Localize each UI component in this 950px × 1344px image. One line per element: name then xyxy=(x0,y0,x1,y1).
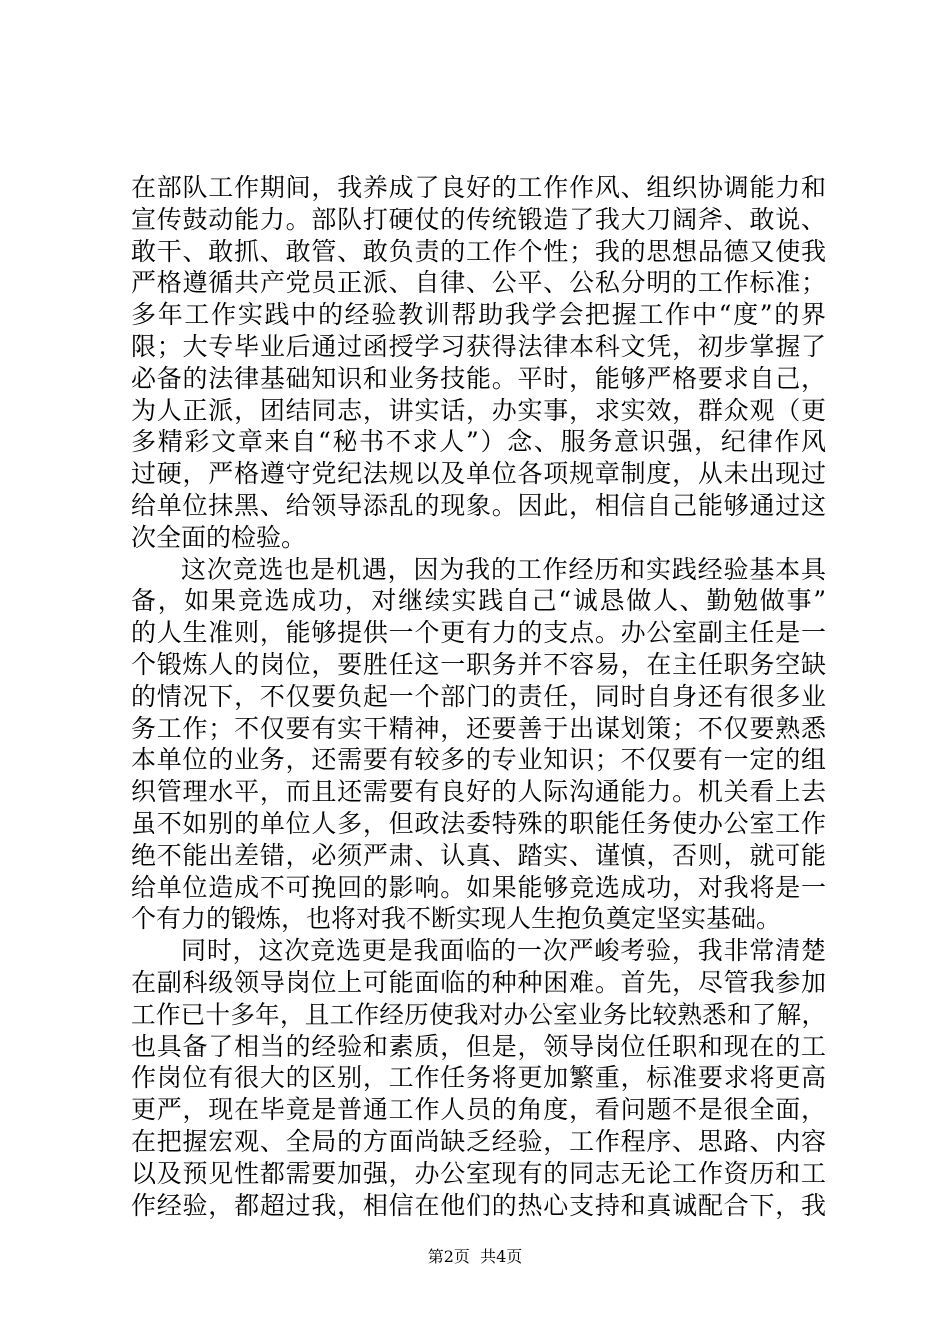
text-line: 限；大专毕业后通过函授学习获得法律本科文凭，初步掌握了 xyxy=(131,331,826,361)
text-line: 在副科级领导岗位上可能面临的种种困难。首先，尽管我参加 xyxy=(131,967,826,997)
text-line: 敢干、敢抓、敢管、敢负责的工作个性；我的思想品德又使我 xyxy=(131,236,826,266)
text-line: 多精彩文章来自“秘书不求人”）念、服务意识强，纪律作风 xyxy=(131,427,826,457)
text-line: 在把握宏观、全局的方面尚缺乏经验，工作程序、思路、内容 xyxy=(131,1126,826,1156)
text-line: 也具备了相当的经验和素质，但是，领导岗位任职和现在的工 xyxy=(131,1031,826,1061)
text-line: 给单位造成不可挽回的影响。如果能够竞选成功，对我将是一 xyxy=(131,872,826,902)
text-line: 个有力的锻炼，也将对我不断实现人生抱负奠定坚实基础。 xyxy=(131,904,782,934)
text-line: 作岗位有很大的区别，工作任务将更加繁重，标准要求将更高 xyxy=(131,1063,826,1093)
text-line: 给单位抹黑、给领导添乱的现象。因此，相信自己能够通过这 xyxy=(131,490,826,520)
text-line: 的人生准则，能够提供一个更有力的支点。办公室副主任是一 xyxy=(131,618,826,648)
page-total: 共4页 xyxy=(480,1247,523,1266)
text-line: 在部队工作期间，我养成了良好的工作作风、组织协调能力和 xyxy=(131,173,826,202)
text-line: 个锻炼人的岗位，要胜任这一职务并不容易，在主任职务空缺 xyxy=(131,649,826,679)
text-line: 为人正派，团结同志，讲实话，办实事，求实效，群众观（更 xyxy=(131,395,826,425)
text-line: 虽不如别的单位人多，但政法委特殊的职能任务使办公室工作 xyxy=(131,808,826,838)
text-line: 本单位的业务，还需要有较多的专业知识；不仅要有一定的组 xyxy=(131,745,826,775)
text-line: 宣传鼓动能力。部队打硬仗的传统锻造了我大刀阔斧、敢说、 xyxy=(131,204,826,234)
text-line: 绝不能出差错，必须严肃、认真、踏实、谨慎，否则，就可能 xyxy=(131,840,826,870)
text-line: 过硬，严格遵守党纪法规以及单位各项规章制度，从未出现过 xyxy=(131,459,826,489)
text-line: 必备的法律基础知识和业务技能。平时，能够严格要求自己， xyxy=(131,363,826,393)
text-line: 工作已十多年，且工作经历使我对办公室业务比较熟悉和了解， xyxy=(131,999,826,1029)
text-line: 这次竞选也是机遇，因为我的工作经历和实践经验基本具 xyxy=(181,554,826,584)
text-line: 备，如果竞选成功，对继续实践自己“诚恳做人、勤勉做事” xyxy=(131,586,826,616)
text-line: 次全面的检验。 xyxy=(131,522,307,552)
page-number: 第2页 xyxy=(427,1247,470,1266)
text-line: 多年工作实践中的经验教训帮助我学会把握工作中“度”的界 xyxy=(131,300,826,330)
text-line: 织管理水平，而且还需要有良好的人际沟通能力。机关看上去 xyxy=(131,777,826,807)
text-line: 务工作；不仅要有实干精神，还要善于出谋划策；不仅要熟悉 xyxy=(131,713,826,743)
text-line: 严格遵循共产党员正派、自律、公平、公私分明的工作标准； xyxy=(131,268,826,298)
text-line: 作经验，都超过我，相信在他们的热心支持和真诚配合下，我 xyxy=(131,1190,826,1220)
text-line: 以及预见性都需要加强，办公室现有的同志无论工作资历和工 xyxy=(131,1158,826,1188)
text-line: 的情况下，不仅要负起一个部门的责任，同时自身还有很多业 xyxy=(131,681,826,711)
document-body xyxy=(131,172,826,1221)
text-line: 同时，这次竞选更是我面临的一次严峻考验，我非常清楚 xyxy=(181,936,826,966)
page-footer xyxy=(0,1247,950,1267)
text-line: 更严，现在毕竟是普通工作人员的角度，看问题不是很全面， xyxy=(131,1095,826,1125)
